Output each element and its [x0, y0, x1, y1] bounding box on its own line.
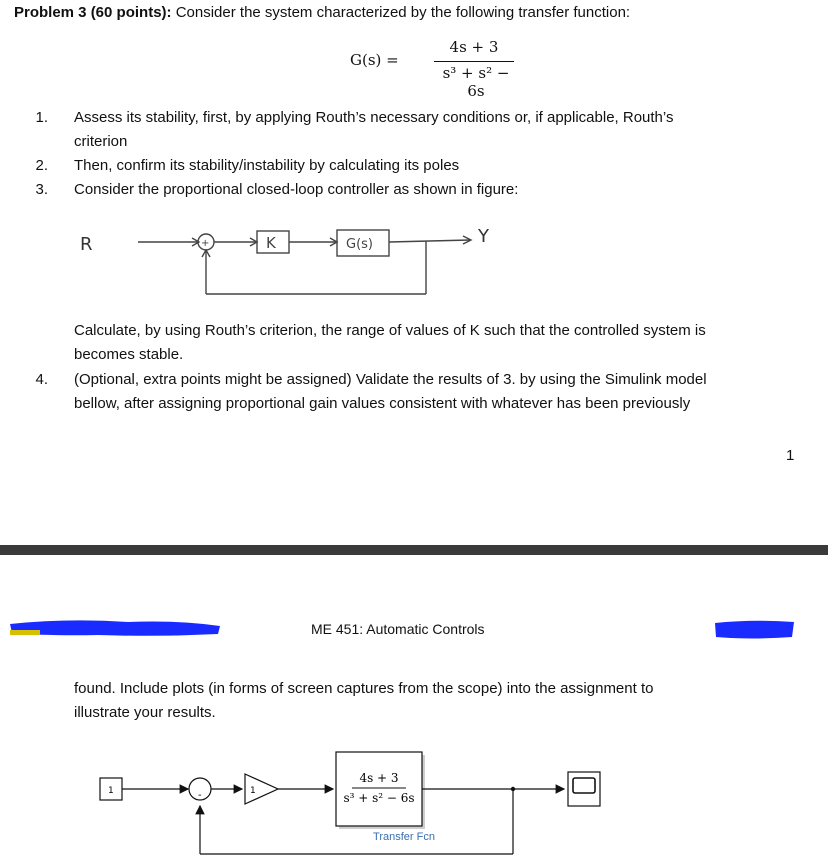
constant-value: 1: [108, 786, 114, 796]
sketch-plant-label: G(s): [346, 237, 373, 252]
found-line: found. Include plots (in forms of screen captures from the scope) into the assignment to: [74, 680, 654, 697]
item3-line: Calculate, by using Routh’s criterion, the range of values of K such that the controlled system is: [74, 322, 706, 339]
list-number: 1.: [35, 109, 48, 126]
tf-fraction-bar: [434, 61, 514, 62]
item3-text: [74, 319, 706, 367]
list-text: (Optional, extra points might be assigned) Validate the results of 3. by using the Simulink model: [74, 371, 707, 388]
list-text-cont: criterion: [74, 133, 128, 150]
scope-screen: [573, 778, 595, 793]
page-header-title: ME 451: Automatic Controls: [311, 621, 485, 637]
list-text: Consider the proportional closed-loop controller as shown in figure:: [74, 181, 519, 198]
sum-sign: -: [198, 790, 202, 801]
problem-statement: [14, 1, 630, 25]
list-number: 2.: [35, 157, 48, 174]
transfer-function: [350, 38, 530, 100]
page-separator: [0, 545, 828, 555]
redaction-left: [8, 616, 223, 638]
transfer-fcn-label: Transfer Fcn: [373, 831, 435, 843]
tf-denominator: s³ + s² − 6s: [442, 64, 510, 100]
handdrawn-block-diagram: [70, 210, 530, 305]
sketch-input-label: R: [80, 234, 93, 255]
found-text: [74, 677, 653, 725]
redaction-right: [712, 617, 796, 641]
gain-value: 1: [250, 786, 256, 796]
transfer-fcn-denominator: s³ + s² − 6s: [343, 791, 415, 805]
list-number: 4.: [35, 371, 48, 388]
tf-numerator: 4s + 3: [449, 38, 499, 56]
tf-lhs: G(s) =: [350, 51, 399, 69]
item3-line: becomes stable.: [74, 346, 184, 363]
transfer-fcn-numerator: 4s + 3: [359, 771, 399, 785]
problem-intro: Consider the system characterized by the following transfer function:: [175, 4, 631, 21]
list-text: Assess its stability, first, by applying Routh’s necessary conditions or, if applicable, Routh’s: [74, 109, 674, 126]
list-text: Then, confirm its stability/instability by calculating its poles: [74, 157, 460, 174]
problem-heading: Problem 3 (60 points):: [14, 4, 172, 21]
list-text-cont: bellow, after assigning proportional gain values consistent with whatever has been previously: [74, 395, 691, 412]
simulink-model: [90, 748, 620, 860]
page-number: 1: [786, 447, 795, 464]
found-line: illustrate your results.: [74, 704, 216, 721]
sketch-output-label: Y: [478, 226, 489, 247]
transfer-fcn-block: [336, 752, 422, 826]
sketch-gain-label: K: [266, 234, 276, 252]
sketch-sum-sign: +: [201, 238, 210, 249]
list-number: 3.: [35, 181, 48, 198]
